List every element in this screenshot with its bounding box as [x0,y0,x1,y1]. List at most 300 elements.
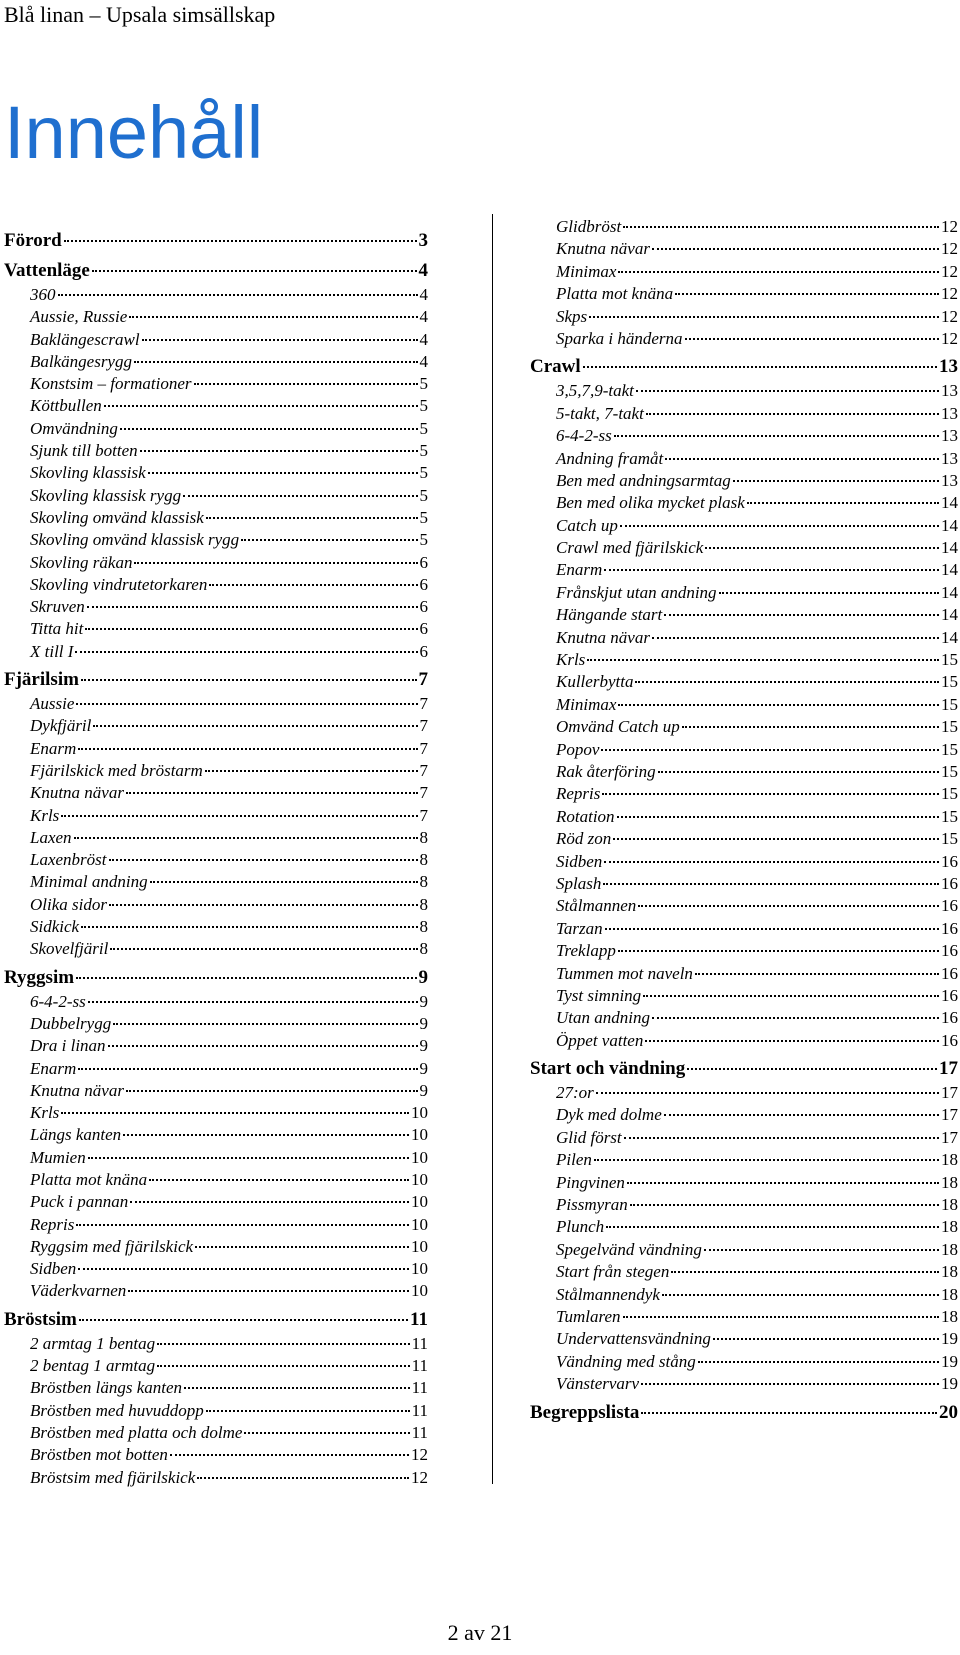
toc-entry-label: Längs kanten [30,1125,122,1145]
toc-entry-label: Dubbelrygg [30,1013,112,1033]
toc-subentry[interactable] [4,738,428,760]
dot-leader [630,1204,939,1206]
toc-subentry[interactable] [530,1149,958,1171]
dot-leader [126,792,418,794]
toc-subentry[interactable] [530,873,958,895]
toc-entry-label: Skovling klassisk rygg [30,485,182,505]
toc-entry-page: 6 [419,641,428,661]
toc-entry-page: 15 [941,694,958,714]
toc-entry-page: 15 [941,717,958,737]
toc-entry-page: 12 [941,328,958,348]
toc-subentry[interactable] [530,470,958,492]
toc-subentry[interactable] [530,1373,958,1395]
toc-subentry[interactable] [530,761,958,783]
toc-entry-label: Krls [556,650,586,670]
toc-entry-page: 12 [941,217,958,236]
dot-leader [618,950,939,952]
dot-leader [206,1410,410,1412]
dot-leader [603,883,939,885]
toc-subentry[interactable] [530,918,958,940]
toc-entry-label: Tumlaren [556,1306,621,1326]
toc-subentry[interactable] [4,1258,428,1280]
dot-leader [614,435,939,437]
toc-entry-page: 9 [419,991,428,1011]
toc-subentry[interactable] [4,395,428,417]
toc-entry-label: 6-4-2-ss [556,426,612,446]
toc-subentry[interactable] [530,1284,958,1306]
toc-section-entry[interactable] [4,228,428,254]
toc-subentry[interactable] [530,425,958,447]
toc-entry-page: 11 [411,1422,428,1442]
toc-subentry[interactable] [530,739,958,761]
dot-leader [601,749,939,751]
toc-subentry[interactable] [530,604,958,626]
dot-leader [134,361,418,363]
toc-subentry[interactable] [4,938,428,960]
toc-subentry[interactable] [4,596,428,618]
dot-leader [606,1226,939,1228]
toc-entry-page: 9 [419,1013,428,1033]
toc-entry-page: 7 [418,669,428,691]
toc-entry-label: Vändning med stång [556,1351,696,1371]
toc-entry-label: Ryggsim med fjärilskick [30,1236,194,1256]
toc-entry-label: Laxen [30,827,72,847]
dot-leader [604,861,939,863]
toc-subentry[interactable] [4,1013,428,1035]
toc-subentry[interactable] [530,403,958,425]
toc-entry-label: Minimal andning [30,872,148,892]
toc-subentry[interactable] [4,529,428,551]
toc-entry-page: 8 [419,850,428,870]
toc-entry-page: 9 [419,1058,428,1078]
toc-section-entry[interactable] [530,354,958,380]
toc-section-entry[interactable] [4,965,428,991]
toc-subentry[interactable] [530,1306,958,1328]
toc-entry-page: 10 [411,1214,428,1234]
toc-entry-label: Sparka i händerna [556,328,683,348]
toc-entry-page: 7 [419,694,428,714]
toc-subentry[interactable] [530,238,958,260]
toc-section-entry[interactable] [530,1056,958,1082]
toc-subentry[interactable] [4,618,428,640]
toc-entry-page: 13 [941,448,958,468]
toc-subentry[interactable] [530,895,958,917]
toc-entry-label: Pilen [556,1150,592,1170]
dot-leader [130,1201,409,1203]
toc-entry-page: 13 [941,403,958,423]
toc-entry-label: Omvänd Catch up [556,717,680,737]
toc-entry-page: 12 [411,1467,428,1487]
dot-leader [627,1182,939,1184]
toc-entry-label: Enarm [556,560,603,580]
toc-subentry[interactable] [530,1082,958,1104]
toc-entry-page: 17 [941,1127,958,1147]
toc-entry-page: 5 [419,507,428,527]
toc-subentry[interactable] [530,1194,958,1216]
toc-entry-label: Glid först [556,1127,622,1147]
toc-entry-page: 12 [941,284,958,304]
dot-leader [641,1383,939,1385]
toc-subentry[interactable] [530,985,958,1007]
toc-subentry[interactable] [4,827,428,849]
toc-entry-label: 360 [30,285,56,304]
dot-leader [183,495,417,497]
toc-entry-page: 14 [941,538,958,558]
toc-entry-page: 13 [941,426,958,446]
dot-leader [78,1068,417,1070]
toc-entry-page: 4 [419,329,428,349]
toc-entry-label: Röd zon [556,829,612,849]
toc-entry-label: Dra i linan [30,1036,106,1056]
toc-entry-label: Andning framåt [556,448,664,468]
toc-subentry[interactable] [4,418,428,440]
toc-subentry[interactable] [530,1172,958,1194]
toc-subentry[interactable] [530,537,958,559]
toc-subentry[interactable] [530,627,958,649]
toc-entry-page: 10 [411,1125,428,1145]
toc-entry-page: 11 [411,1356,428,1376]
toc-subentry[interactable] [530,806,958,828]
toc-entry-label: Vattenläge [4,260,90,281]
toc-entry-label: Balkängesrygg [30,351,132,371]
toc-subentry[interactable] [530,328,958,350]
toc-subentry[interactable] [530,1127,958,1149]
toc-subentry[interactable] [4,507,428,529]
toc-entry-label: Laxenbröst [30,850,107,870]
dot-leader [241,539,417,541]
toc-subentry[interactable] [4,552,428,574]
toc-entry-label: Skovling räkan [30,552,133,572]
toc-entry-label: Treklapp [556,941,616,961]
toc-subentry[interactable] [4,329,428,351]
dot-leader [134,562,417,564]
toc-subentry[interactable] [530,261,958,283]
toc-entry-label: Bröstben längs kanten [30,1378,183,1398]
toc-subentry[interactable] [4,1467,428,1489]
toc-entry-label: Pissmyran [556,1195,628,1215]
toc-subentry[interactable] [530,783,958,805]
toc-entry-page: 11 [410,1308,428,1330]
toc-subentry[interactable] [4,1236,428,1258]
toc-entry-label: Rak återföring [556,761,656,781]
dot-leader [589,316,939,318]
toc-subentry[interactable] [4,351,428,373]
toc-entry-page: 16 [941,985,958,1005]
dot-leader [641,1412,937,1414]
toc-subentry[interactable] [530,940,958,962]
toc-entry-page: 14 [941,627,958,647]
toc-entry-label: Crawl med fjärilskick [556,538,704,558]
toc-entry-label: Tarzan [556,918,603,938]
dot-leader [81,679,417,681]
toc-subentry[interactable] [4,1400,428,1422]
dot-leader [61,1112,409,1114]
toc-entry-page: 11 [411,1378,428,1398]
toc-subentry[interactable] [4,485,428,507]
toc-subentry[interactable] [4,805,428,827]
dot-leader [685,338,939,340]
dot-leader [587,659,939,661]
toc-subentry[interactable] [530,1328,958,1350]
dot-leader [108,1045,418,1047]
dot-leader [149,1179,409,1181]
toc-entry-label: Platta mot knäna [30,1169,148,1189]
toc-subentry[interactable] [4,1191,428,1213]
toc-subentry[interactable] [4,1124,428,1146]
toc-entry-page: 14 [941,605,958,625]
dot-leader [733,480,939,482]
toc-subentry[interactable] [4,1147,428,1169]
dot-leader [109,904,418,906]
toc-subentry[interactable] [4,1102,428,1124]
toc-subentry[interactable] [4,715,428,737]
toc-subentry[interactable] [530,1261,958,1283]
toc-section-entry[interactable] [4,1307,428,1333]
dot-leader [128,1290,409,1292]
page-title: Innehåll [4,91,264,174]
toc-entry-label: Fjärilsim [4,669,79,691]
toc-subentry[interactable] [4,440,428,462]
dot-leader [120,428,418,430]
toc-entry-label: Omvändning [30,418,118,438]
dot-leader [652,1017,939,1019]
toc-entry-page: 20 [939,1401,958,1423]
dot-leader [652,637,939,639]
toc-subentry[interactable] [530,851,958,873]
toc-subentry[interactable] [4,1355,428,1377]
toc-subentry[interactable] [4,641,428,663]
toc-subentry[interactable] [530,582,958,604]
dot-leader [64,240,417,242]
toc-subentry[interactable] [4,894,428,916]
toc-subentry[interactable] [530,1030,958,1052]
toc-entry-page: 14 [941,560,958,580]
toc-entry-page: 15 [941,739,958,759]
toc-subentry[interactable] [530,559,958,581]
dot-leader [594,1159,939,1161]
dot-leader [61,815,417,817]
dot-leader [704,1249,939,1251]
toc-subentry[interactable] [530,671,958,693]
toc-section-entry[interactable] [530,1400,958,1426]
toc-subentry[interactable] [530,716,958,738]
toc-subentry[interactable] [530,1239,958,1261]
toc-subentry[interactable] [530,492,958,514]
dot-leader [638,905,939,907]
toc-entry-page: 18 [941,1239,958,1259]
toc-section-entry[interactable] [4,258,428,284]
toc-entry-page: 16 [941,918,958,938]
dot-leader [618,271,939,273]
toc-entry-label: Repris [556,784,601,804]
toc-subentry[interactable] [4,306,428,328]
toc-entry-label: 6-4-2-ss [30,991,86,1011]
toc-subentry[interactable] [4,849,428,871]
dot-leader [646,413,939,415]
toc-subentry[interactable] [4,284,428,306]
toc-entry-label: X till I [30,641,74,661]
toc-subentry[interactable] [4,373,428,395]
toc-subentry[interactable] [530,216,958,238]
toc-subentry[interactable] [4,1333,428,1355]
toc-entry-page: 15 [941,806,958,826]
toc-entry-label: Repris [30,1214,75,1234]
toc-entry-page: 16 [941,941,958,961]
toc-entry-label: Vänstervarv [556,1374,640,1394]
toc-entry-page: 19 [941,1329,958,1349]
toc-subentry[interactable] [4,574,428,596]
toc-subentry[interactable] [4,1280,428,1302]
toc-entry-label: Enarm [30,738,77,758]
toc-entry-page: 6 [419,619,428,639]
dot-leader [705,547,939,549]
dot-leader [652,248,939,250]
toc-subentry[interactable] [530,448,958,470]
toc-subentry[interactable] [4,782,428,804]
toc-entry-page: 12 [941,239,958,259]
toc-subentry[interactable] [530,963,958,985]
toc-subentry[interactable] [4,1035,428,1057]
toc-entry-label: Crawl [530,356,581,378]
toc-subentry[interactable] [4,760,428,782]
toc-subentry[interactable] [530,515,958,537]
dot-leader [123,1134,409,1136]
toc-subentry[interactable] [4,1214,428,1236]
toc-subentry[interactable] [4,1080,428,1102]
toc-subentry[interactable] [4,1058,428,1080]
toc-entry-label: Konstsim – formationer [30,374,192,394]
toc-entry-page: 9 [418,966,428,988]
toc-entry-label: Bröstben med huvuddopp [30,1400,204,1420]
toc-entry-label: Sidben [30,1259,77,1279]
toc-subentry[interactable] [4,1444,428,1466]
toc-subentry[interactable] [530,828,958,850]
column-divider [492,214,493,1484]
toc-entry-label: Väderkvarnen [30,1281,127,1301]
toc-subentry[interactable] [530,380,958,402]
toc-subentry[interactable] [530,1351,958,1373]
dot-leader [110,948,417,950]
dot-leader [79,1319,408,1321]
dot-leader [602,793,939,795]
toc-entry-label: Dykfjäril [30,716,92,736]
toc-subentry[interactable] [530,1007,958,1029]
toc-subentry[interactable] [4,871,428,893]
dot-leader [88,1001,418,1003]
toc-entry-page: 7 [419,738,428,758]
toc-entry-page: 3 [418,230,428,251]
dot-leader [618,704,939,706]
toc-entry-page: 18 [941,1217,958,1237]
toc-subentry[interactable] [530,1104,958,1126]
toc-entry-label: Bröstben mot botten [30,1445,168,1465]
toc-subentry[interactable] [4,1169,428,1191]
dot-leader [658,771,939,773]
toc-entry-label: Öppet vatten [556,1030,644,1050]
toc-entry-label: Minimax [556,261,617,281]
toc-entry-label: Fjärilskick med bröstarm [30,760,203,780]
toc-entry-label: Skovelfjäril [30,939,109,959]
toc-entry-page: 4 [419,351,428,371]
dot-leader [129,316,417,318]
toc-entry-page: 5 [419,530,428,550]
toc-entry-page: 10 [411,1259,428,1279]
toc-entry-page: 17 [941,1105,958,1125]
dot-leader [78,1268,409,1270]
toc-subentry[interactable] [4,991,428,1013]
toc-subentry[interactable] [530,649,958,671]
dot-leader [140,450,418,452]
dot-leader [109,859,418,861]
toc-entry-page: 15 [941,650,958,670]
dot-leader [75,651,417,653]
dot-leader [195,1246,409,1248]
toc-entry-page: 16 [941,851,958,871]
toc-entry-label: Begreppslista [530,1401,640,1423]
dot-leader [698,1361,939,1363]
toc-subentry[interactable] [4,916,428,938]
toc-subentry[interactable] [530,283,958,305]
toc-entry-page: 10 [411,1236,428,1256]
dot-leader [605,928,939,930]
toc-entry-label: Skps [556,306,588,326]
toc-subentry[interactable] [4,462,428,484]
toc-subentry[interactable] [530,306,958,328]
dot-leader [88,1157,409,1159]
dot-leader [148,472,418,474]
toc-entry-page: 10 [411,1281,428,1301]
toc-entry-page: 14 [941,515,958,535]
dot-leader [58,294,418,296]
toc-entry-label: 5-takt, 7-takt [556,403,644,423]
toc-entry-page: 16 [941,896,958,916]
toc-entry-page: 7 [419,760,428,780]
toc-entry-page: 8 [419,872,428,892]
toc-entry-page: 11 [411,1333,428,1353]
toc-subentry[interactable] [530,694,958,716]
toc-subentry[interactable] [530,1216,958,1238]
toc-entry-label: Utan andning [556,1008,650,1028]
toc-entry-label: Catch up [556,515,618,535]
toc-entry-label: Mumien [30,1147,86,1167]
toc-subentry[interactable] [4,1377,428,1399]
toc-entry-page: 5 [419,485,428,505]
dot-leader [205,770,418,772]
toc-entry-label: Baklängescrawl [30,329,140,349]
toc-entry-label: Ben med olika mycket plask [556,493,745,513]
dot-leader [713,1338,939,1340]
dot-leader [747,502,939,504]
toc-entry-page: 15 [941,761,958,781]
toc-entry-label: Frånskjut utan andning [556,582,717,602]
dot-leader [664,1114,939,1116]
toc-entry-page: 16 [941,1008,958,1028]
toc-entry-page: 5 [419,441,428,461]
dot-leader [92,270,417,272]
toc-subentry[interactable] [4,1422,428,1444]
toc-section-entry[interactable] [4,667,428,693]
toc-entry-page: 17 [939,1058,958,1080]
dot-leader [682,726,939,728]
toc-entry-page: 12 [941,306,958,326]
toc-entry-page: 13 [941,381,958,401]
toc-entry-label: Bröstsim [4,1308,77,1330]
toc-entry-label: Titta hit [30,619,84,639]
toc-subentry[interactable] [4,693,428,715]
toc-entry-label: Skovling omvänd klassisk [30,507,204,527]
toc-entry-page: 17 [941,1083,958,1103]
dot-leader [662,1294,939,1296]
